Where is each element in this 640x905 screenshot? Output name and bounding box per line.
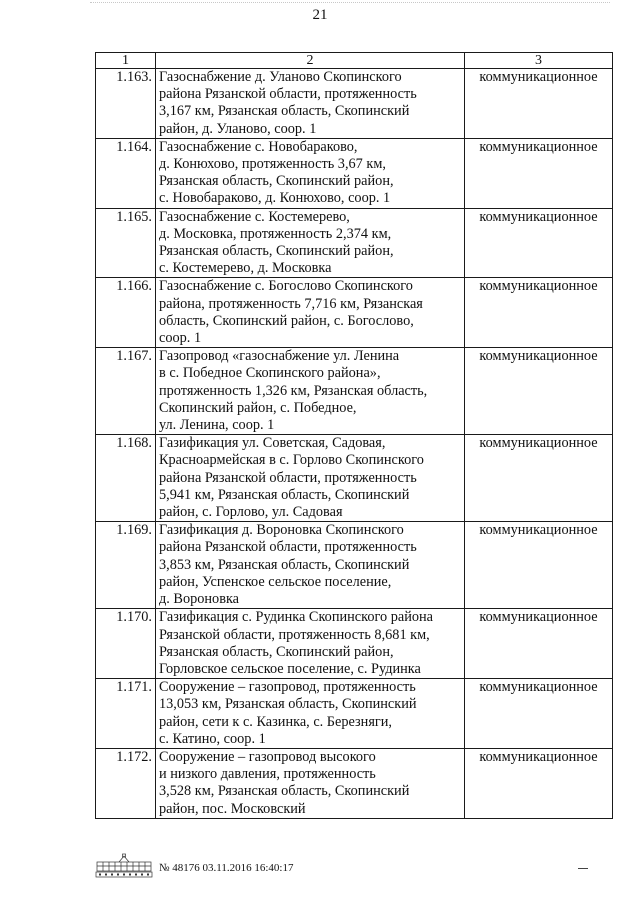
table-row <box>96 679 613 749</box>
row-number: 1.163. <box>96 69 156 139</box>
row-purpose: коммуникационное <box>465 69 613 139</box>
header-col-purpose: 3 <box>465 53 613 69</box>
row-description <box>156 609 465 679</box>
scan-artifact-line <box>90 2 610 3</box>
row-purpose: коммуникационное <box>465 435 613 522</box>
table-body <box>96 69 613 819</box>
row-purpose: коммуникационное <box>465 522 613 609</box>
description-line: 13,053 км, Рязанская область, Скопинский <box>159 696 417 713</box>
description-line: Газификация ул. Советская, Садовая, <box>159 435 386 452</box>
description-line: Сооружение – газопровод, протяженность <box>159 679 416 696</box>
header-row <box>96 53 613 69</box>
description-line: Газоснабжение с. Костемерево, <box>159 208 350 225</box>
row-description <box>156 348 465 435</box>
description-line: Скопинский район, с. Победное, <box>159 399 357 416</box>
description-line: д. Конюхово, протяженность 3,67 км, <box>159 156 386 173</box>
description-line: Рязанская область, Скопинский район, <box>159 173 394 190</box>
description-line: Сооружение – газопровод высокого <box>159 748 376 765</box>
row-description <box>156 748 465 818</box>
description-line: Горловское сельское поселение, с. Рудинка <box>159 660 421 677</box>
row-number: 1.172. <box>96 748 156 818</box>
row-purpose: коммуникационное <box>465 208 613 278</box>
description-line: района Рязанской области, протяженность <box>159 539 417 556</box>
table-row <box>96 435 613 522</box>
table-row <box>96 208 613 278</box>
description-line: района, протяженность 7,716 км, Рязанская <box>159 295 423 312</box>
table-header <box>96 53 613 69</box>
description-line: с. Катино, соор. 1 <box>159 730 266 747</box>
registration-stamp: № 48176 03.11.2016 16:40:17 <box>159 862 294 874</box>
table-row <box>96 609 613 679</box>
description-line: района Рязанской области, протяженность <box>159 86 417 103</box>
row-description <box>156 435 465 522</box>
row-description <box>156 278 465 348</box>
description-line: район, сети к с. Казинка, с. Березняги, <box>159 713 392 730</box>
table-row <box>96 522 613 609</box>
row-number: 1.168. <box>96 435 156 522</box>
row-number: 1.170. <box>96 609 156 679</box>
description-line: ул. Ленина, соор. 1 <box>159 417 275 434</box>
description-line: Газификация д. Вороновка Скопинского <box>159 522 404 539</box>
description-line: район, пос. Московский <box>159 800 306 817</box>
description-line: район, Успенское сельское поселение, <box>159 573 392 590</box>
document-footer <box>95 853 395 883</box>
table-row <box>96 69 613 139</box>
description-line: Газоснабжение с. Новобараково, <box>159 138 358 155</box>
description-line: район, д. Уланово, соор. 1 <box>159 120 317 137</box>
description-line: 3,853 км, Рязанская область, Скопинский <box>159 556 410 573</box>
row-number: 1.167. <box>96 348 156 435</box>
row-description <box>156 138 465 208</box>
description-line: д. Московка, протяженность 2,374 км, <box>159 225 392 242</box>
row-description <box>156 69 465 139</box>
row-purpose: коммуникационное <box>465 348 613 435</box>
description-line: Рязанская область, Скопинский район, <box>159 643 394 660</box>
row-purpose: коммуникационное <box>465 679 613 749</box>
description-line: с. Костемерево, д. Московка <box>159 260 332 277</box>
description-line: район, с. Горлово, ул. Садовая <box>159 504 343 521</box>
row-number: 1.166. <box>96 278 156 348</box>
table-row <box>96 348 613 435</box>
description-line: соор. 1 <box>159 330 202 347</box>
description-line: 3,167 км, Рязанская область, Скопинский <box>159 103 410 120</box>
description-line: с. Новобараково, д. Конюхово, соор. 1 <box>159 190 391 207</box>
page-number: 21 <box>312 7 328 23</box>
row-description <box>156 522 465 609</box>
description-line: д. Вороновка <box>159 591 240 608</box>
row-purpose: коммуникационное <box>465 278 613 348</box>
description-line: Газопровод «газоснабжение ул. Ленина <box>159 348 400 365</box>
header-col-number: 1 <box>96 53 156 69</box>
table-row <box>96 748 613 818</box>
row-purpose: коммуникационное <box>465 748 613 818</box>
row-number: 1.169. <box>96 522 156 609</box>
description-line: протяженность 1,326 км, Рязанская область, <box>159 382 428 399</box>
row-purpose: коммуникационное <box>465 609 613 679</box>
table-row <box>96 138 613 208</box>
row-number: 1.171. <box>96 679 156 749</box>
row-number: 1.165. <box>96 208 156 278</box>
description-line: Газоснабжение д. Уланово Скопинского <box>159 69 402 85</box>
building-emblem-icon <box>95 853 153 879</box>
header-col-description: 2 <box>156 53 465 69</box>
registry-table <box>95 52 613 819</box>
description-line: 5,941 км, Рязанская область, Скопинский <box>159 486 410 503</box>
row-purpose: коммуникационное <box>465 138 613 208</box>
description-line: Газоснабжение с. Богослово Скопинского <box>159 278 413 295</box>
description-line: Газификация с. Рудинка Скопинского района <box>159 609 434 626</box>
description-line: 3,528 км, Рязанская область, Скопинский <box>159 783 410 800</box>
description-line: района Рязанской области, протяженность <box>159 469 417 486</box>
row-number: 1.164. <box>96 138 156 208</box>
description-line: Рязанской области, протяженность 8,681 км, <box>159 626 430 643</box>
description-line: и низкого давления, протяженность <box>159 766 376 783</box>
description-line: область, Скопинский район, с. Богослово, <box>159 312 414 329</box>
row-description <box>156 679 465 749</box>
description-line: Красноармейская в с. Горлово Скопинского <box>159 452 424 469</box>
table-row <box>96 278 613 348</box>
description-line: в с. Победное Скопинского района», <box>159 365 381 382</box>
margin-mark <box>578 868 588 869</box>
row-description <box>156 208 465 278</box>
description-line: Рязанская область, Скопинский район, <box>159 243 394 260</box>
